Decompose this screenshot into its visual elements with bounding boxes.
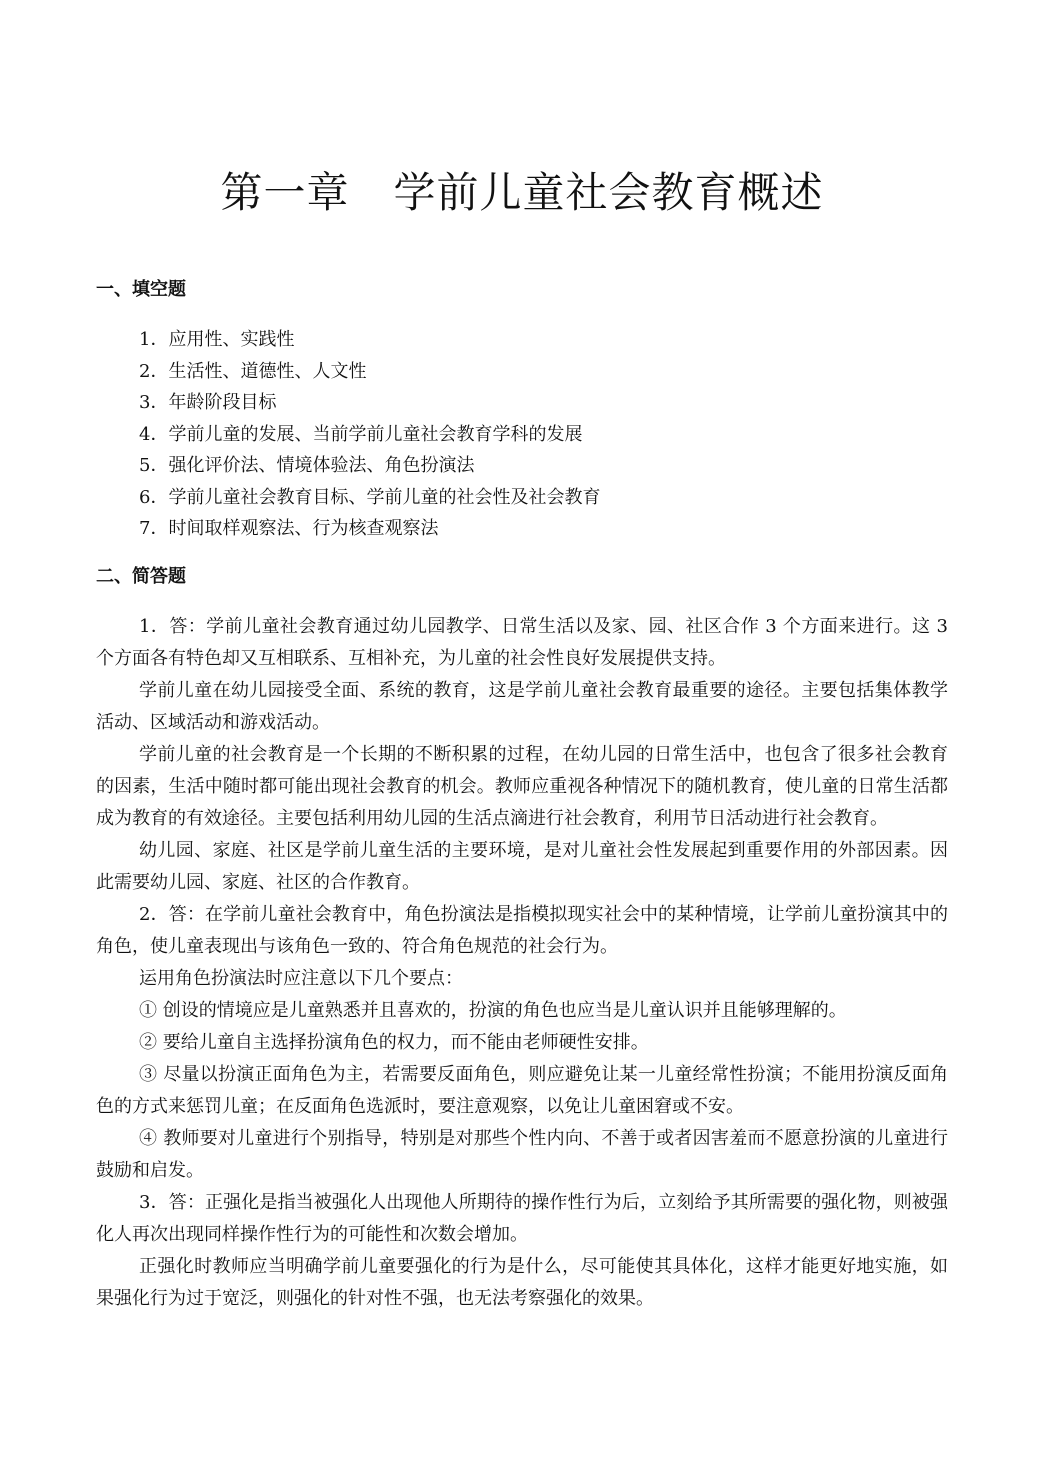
answer-item: 6．学前儿童社会教育目标、学前儿童的社会性及社会教育	[139, 486, 601, 508]
answer-paragraph: ③ 尽量以扮演正面角色为主，若需要反面角色，则应避免让某一儿童经常性扮演；不能用扮演反面角色的方式来惩罚儿童；在反面角色选派时，要注意观察，以免让儿童困窘或不安。	[96, 1064, 948, 1117]
answer-item: 3．年龄阶段目标	[139, 392, 277, 413]
answer-item: 7．时间取样观察法、行为核查观察法	[139, 518, 439, 539]
answer-paragraph: ② 要给儿童自主选择扮演角色的权力，而不能由老师硬性安排。	[139, 1032, 649, 1053]
answer-paragraph: 1．答：学前儿童社会教育通过幼儿园教学、日常生活以及家、园、社区合作 3 个方面来进行。这 3 个方面各有特色却又互相联系、互相补充，为儿童的社会性良好发展提供支持。	[96, 616, 948, 669]
answer-paragraph: 2．答：在学前儿童社会教育中，角色扮演法是指模拟现实社会中的某种情境，让学前儿童扮演其中的角色，使儿童表现出与该角色一致的、符合角色规范的社会行为。	[96, 904, 948, 957]
answer-body	[96, 611, 948, 1315]
answer-paragraph: 3．答：正强化是指当被强化人出现他人所期待的操作性行为后，立刻给予其所需要的强化物，则被强化人再次出现同样操作性行为的可能性和次数会增加。	[96, 1192, 948, 1245]
section-short-answer	[96, 563, 948, 1315]
answer-list	[96, 324, 948, 545]
answer-item: 5．强化评价法、情境体验法、角色扮演法	[139, 455, 475, 476]
answer-paragraph: 学前儿童的社会教育是一个长期的不断积累的过程，在幼儿园的日常生活中，也包含了很多社会教育的因素，生活中随时都可能出现社会教育的机会。教师应重视各种情况下的随机教育，使儿童的日常生活都成为教育的有效途径。主要包括利用幼儿园的生活点滴进行社会教育，利用节日活动进行社会教育。	[96, 744, 948, 829]
chapter-name: 学前儿童社会教育概述	[393, 168, 824, 217]
answer-paragraph: ④ 教师要对儿童进行个别指导，特别是对那些个性内向、不善于或者因害羞而不愿意扮演的儿童进行鼓励和启发。	[96, 1128, 948, 1181]
answer-item: 1．应用性、实践性	[139, 329, 295, 350]
chapter-number: 第一章	[220, 168, 350, 217]
section-heading-fill-in-blank: 一、填空题	[96, 279, 186, 300]
section-heading-short-answer: 二、简答题	[96, 566, 186, 587]
section-fill-in-blank	[96, 276, 948, 545]
answer-paragraph: 正强化时教师应当明确学前儿童要强化的行为是什么，尽可能使其具体化，这样才能更好地实施，如果强化行为过于宽泛，则强化的针对性不强，也无法考察强化的效果。	[96, 1256, 948, 1309]
answer-item: 2．生活性、道德性、人文性	[139, 360, 367, 382]
answer-paragraph: 学前儿童在幼儿园接受全面、系统的教育，这是学前儿童社会教育最重要的途径。主要包括集体教学活动、区域活动和游戏活动。	[96, 680, 948, 733]
chapter-title	[0, 163, 1044, 223]
answer-paragraph: ① 创设的情境应是儿童熟悉并且喜欢的，扮演的角色也应当是儿童认识并且能够理解的。	[139, 1000, 847, 1021]
answer-paragraph: 运用角色扮演法时应注意以下几个要点：	[139, 968, 463, 989]
answer-item: 4．学前儿童的发展、当前学前儿童社会教育学科的发展	[139, 423, 583, 445]
answer-paragraph: 幼儿园、家庭、社区是学前儿童生活的主要环境，是对儿童社会性发展起到重要作用的外部因素。因此需要幼儿园、家庭、社区的合作教育。	[96, 840, 948, 893]
